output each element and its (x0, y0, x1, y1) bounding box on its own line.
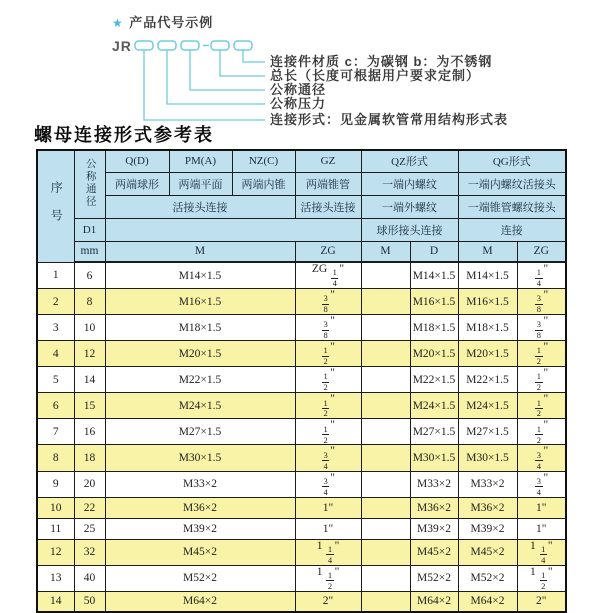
table-cell: M36×2 (458, 497, 517, 518)
table-cell: 1 $\frac{1}{4}$ " (517, 539, 566, 565)
table-cell: 18 (74, 445, 105, 471)
table-cell: M20×1.5 (458, 341, 517, 367)
table-cell: M45×2 (105, 539, 295, 565)
table-cell: 12 (74, 341, 105, 367)
table-cell: M16×1.5 (410, 289, 458, 315)
diagram-label-length: 总长（长度可根据用户要求定制） (270, 68, 481, 83)
table-cell (361, 262, 410, 289)
table-cell: $\frac{3}{4}$ " (517, 445, 566, 471)
table-cell: 16 (74, 419, 105, 445)
header-mm: mm (74, 241, 105, 262)
table-cell: M27×1.5 (105, 419, 295, 445)
connector-line (243, 50, 265, 62)
table-cell: M18×1.5 (410, 315, 458, 341)
table-cell: M52×2 (458, 565, 517, 591)
diagram-label-diameter: 公称通径 (270, 82, 327, 97)
table-cell: 15 (74, 393, 105, 419)
table-cell: M64×2 (410, 591, 458, 612)
header-d1: D1 (74, 218, 105, 241)
table-cell: 1" (295, 497, 361, 518)
table-cell: 11 (37, 518, 74, 539)
table-cell: M20×1.5 (410, 341, 458, 367)
table-cell: M24×1.5 (105, 393, 295, 419)
table-cell: 2" (517, 591, 566, 612)
table-cell (361, 565, 410, 591)
table-cell: ZG $\frac{1}{4}$ " (295, 262, 361, 289)
table-cell: 1" (517, 518, 566, 539)
table-cell (361, 471, 410, 497)
table-cell (361, 539, 410, 565)
table-cell: 5 (37, 367, 74, 393)
connector-line (144, 50, 265, 120)
star-icon: ★ (112, 16, 123, 30)
header-qg-zg: ZG (517, 241, 566, 262)
table-cell: $\frac{3}{8}$ " (295, 315, 361, 341)
table-cell: 25 (74, 518, 105, 539)
page-title: 螺母连接形式参考表 (34, 125, 214, 145)
table-row (37, 591, 566, 612)
code-box (181, 41, 199, 50)
table-row (37, 497, 566, 518)
header-col-nz: NZ(C) (232, 150, 295, 172)
table-cell: M33×2 (410, 471, 458, 497)
table-cell: $\frac{3}{4}$ " (295, 471, 361, 497)
table-cell: $\frac{3}{4}$ " (295, 445, 361, 471)
table-cell (361, 591, 410, 612)
table-row (37, 419, 566, 445)
table-cell: 1 (37, 262, 74, 289)
nut-connection-table (36, 149, 567, 613)
table-row (37, 315, 566, 341)
connector-line (190, 50, 265, 90)
table-cell: M52×2 (105, 565, 295, 591)
table-cell: $\frac{1}{2}$ " (295, 341, 361, 367)
table-cell: M16×1.5 (458, 289, 517, 315)
table-cell: 12 (37, 539, 74, 565)
table-cell: 1 $\frac{1}{2}$ " (295, 565, 361, 591)
header-qz-conn: 球形接头连接 (361, 218, 458, 241)
table-cell: M24×1.5 (458, 393, 517, 419)
table-cell: M27×1.5 (410, 419, 458, 445)
header-qg-m: M (458, 241, 517, 262)
diagram-connector-lines (144, 50, 265, 120)
table-cell: 22 (74, 497, 105, 518)
table-cell: M45×2 (410, 539, 458, 565)
table-cell: 4 (37, 341, 74, 367)
table-cell (361, 419, 410, 445)
code-box (234, 41, 252, 50)
table-cell: $\frac{1}{2}$ " (295, 419, 361, 445)
table-header (37, 150, 566, 262)
table-cell: 14 (74, 367, 105, 393)
table-cell: 13 (37, 565, 74, 591)
table-cell: M18×1.5 (105, 315, 295, 341)
diagram-heading: ★ 产品代号示例 (112, 15, 214, 30)
table-cell: M45×2 (458, 539, 517, 565)
header-dn: 公称通径 (74, 150, 105, 218)
table-cell: 9 (37, 471, 74, 497)
table-row (37, 367, 566, 393)
table-cell: M33×2 (458, 471, 517, 497)
table-cell: 1" (517, 497, 566, 518)
table-row (37, 445, 566, 471)
connector-line (167, 50, 265, 104)
table-cell: M27×1.5 (458, 419, 517, 445)
table-cell: $\frac{1}{2}$ " (517, 393, 566, 419)
table-row (37, 471, 566, 497)
table-cell: 6 (74, 262, 105, 289)
table-cell: M14×1.5 (105, 262, 295, 289)
table-cell: 14 (37, 591, 74, 612)
table-cell: M64×2 (105, 591, 295, 612)
table-cell: $\frac{1}{4}$ " (517, 262, 566, 289)
table-cell (361, 367, 410, 393)
table-cell: 8 (37, 445, 74, 471)
header-pm-desc: 两端平面 (169, 172, 232, 195)
table-cell: 1 $\frac{1}{2}$ " (517, 565, 566, 591)
table-cell: 10 (74, 315, 105, 341)
table-row (37, 341, 566, 367)
table-cell: M36×2 (410, 497, 458, 518)
header-col-qz: QZ形式 (361, 150, 458, 172)
table-row (37, 539, 566, 565)
table-cell: M14×1.5 (458, 262, 517, 289)
table-cell: $\frac{3}{4}$ " (517, 471, 566, 497)
table-cell: M64×2 (458, 591, 517, 612)
table-cell (361, 445, 410, 471)
header-qz-m: M (361, 241, 410, 262)
table-cell: 50 (74, 591, 105, 612)
header-qz-d: D (410, 241, 458, 262)
table-cell: $\frac{1}{2}$ " (517, 341, 566, 367)
table-cell: 7 (37, 419, 74, 445)
table-cell: $\frac{1}{2}$ " (517, 367, 566, 393)
table-cell: M24×1.5 (410, 393, 458, 419)
table-cell: $\frac{3}{8}$ " (517, 315, 566, 341)
header-m: M (105, 241, 295, 262)
table-cell: 8 (74, 289, 105, 315)
table-cell: M30×1.5 (458, 445, 517, 471)
diagram-label-pressure: 公称压力 (270, 96, 327, 111)
table-row (37, 393, 566, 419)
table-cell: M30×1.5 (105, 445, 295, 471)
table-cell: $\frac{1}{2}$ " (295, 393, 361, 419)
header-nz-desc: 两端内锥 (232, 172, 295, 195)
header-empty (105, 218, 361, 241)
table-cell: 6 (37, 393, 74, 419)
table-cell: M22×1.5 (458, 367, 517, 393)
table-cell: 32 (74, 539, 105, 565)
table-cell: M20×1.5 (105, 341, 295, 367)
table-row (37, 262, 566, 289)
header-col-gz: GZ (295, 150, 361, 172)
table-cell: 40 (74, 565, 105, 591)
header-gz-conn: 活接头连接 (295, 195, 361, 218)
header-qg-desc1: 一端内螺纹活接头 (458, 172, 566, 195)
table-row (37, 289, 566, 315)
table-cell (361, 289, 410, 315)
header-union-conn: 活接头连接 (105, 195, 295, 218)
table-cell (361, 518, 410, 539)
table-cell: M52×2 (410, 565, 458, 591)
header-zg: ZG (295, 241, 361, 262)
table-cell: M30×1.5 (410, 445, 458, 471)
diagram-label-connection: 连接形式：见金属软管常用结构形式表 (270, 112, 509, 127)
table-cell (361, 393, 410, 419)
table-cell: M14×1.5 (410, 262, 458, 289)
code-boxes (135, 41, 252, 50)
code-box (158, 41, 176, 50)
table-cell: 2 (37, 289, 74, 315)
table-cell: M22×1.5 (105, 367, 295, 393)
table-cell: 1 $\frac{1}{4}$ " (295, 539, 361, 565)
table-cell: $\frac{1}{2}$ " (295, 367, 361, 393)
code-prefix: JR (112, 38, 132, 54)
table-cell: M39×2 (410, 518, 458, 539)
header-qz-desc2: 一端外螺纹 (361, 195, 458, 218)
table-cell (361, 497, 410, 518)
code-box (135, 41, 153, 50)
table-cell: M22×1.5 (410, 367, 458, 393)
diagram-label-material: 连接件材质 c：为碳钢 b：为不锈钢 (270, 54, 493, 69)
table-row (37, 565, 566, 591)
table-cell: M33×2 (105, 471, 295, 497)
table-cell: M36×2 (105, 497, 295, 518)
table-cell: M39×2 (105, 518, 295, 539)
code-box (211, 41, 229, 50)
header-q-desc: 两端球形 (105, 172, 169, 195)
header-qg-conn: 连接 (458, 218, 566, 241)
table-cell: 10 (37, 497, 74, 518)
table-cell: 1" (295, 518, 361, 539)
header-qg-desc2: 一端锥管螺纹接头 (458, 195, 566, 218)
table-cell: 20 (74, 471, 105, 497)
header-col-pm: PM(A) (169, 150, 232, 172)
table-cell (361, 315, 410, 341)
header-col-q: Q(D) (105, 150, 169, 172)
table-cell: 3 (37, 315, 74, 341)
header-seq: 序号 (37, 150, 74, 262)
table-cell: $\frac{1}{2}$ " (517, 419, 566, 445)
table-cell: 2" (295, 591, 361, 612)
table-cell (361, 341, 410, 367)
table-cell: $\frac{3}{8}$ " (295, 289, 361, 315)
header-qz-desc1: 一端内螺纹 (361, 172, 458, 195)
table-body (37, 262, 566, 612)
table-cell: $\frac{3}{8}$ " (517, 289, 566, 315)
table-cell: M18×1.5 (458, 315, 517, 341)
table-row (37, 518, 566, 539)
table-cell: M39×2 (458, 518, 517, 539)
header-gz-desc: 两端锥管 (295, 172, 361, 195)
header-col-qg: QG形式 (458, 150, 566, 172)
table-cell: M16×1.5 (105, 289, 295, 315)
